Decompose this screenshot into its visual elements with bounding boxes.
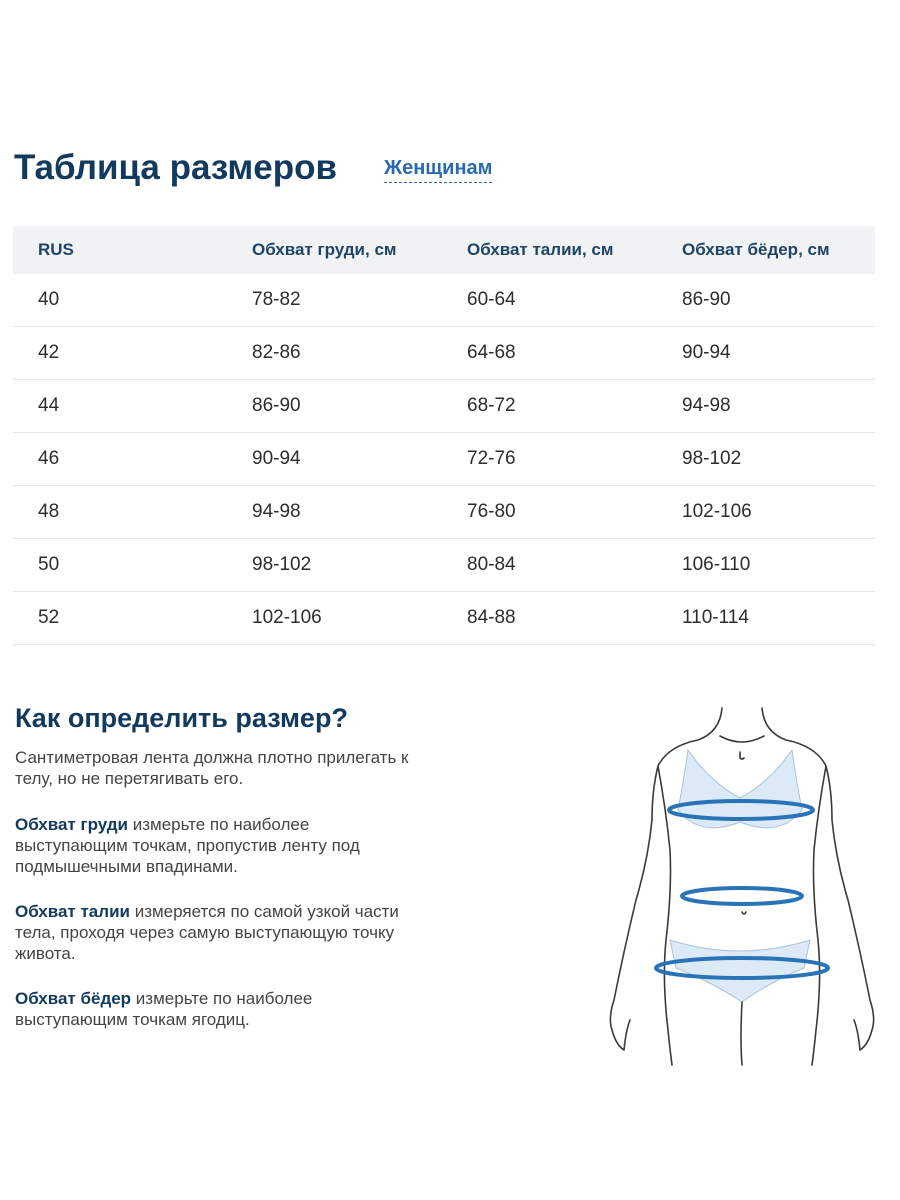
table-row	[13, 592, 875, 645]
body-outline-left	[610, 708, 722, 1065]
hips-term: Обхват бёдер	[15, 989, 132, 1008]
cell-hips: 86-90	[682, 289, 731, 310]
cell-waist: 68-72	[467, 395, 516, 416]
cell-hips: 94-98	[682, 395, 731, 416]
column-header-rus: RUS	[38, 240, 74, 259]
waist-text: измеряется по самой узкой части тела, проходя через самую выступающую точку живота.	[15, 902, 399, 963]
cell-waist: 76-80	[467, 501, 516, 522]
cell-waist: 72-76	[467, 448, 516, 469]
cell-size: 52	[38, 607, 60, 628]
cell-size: 50	[38, 554, 60, 575]
neck-detail	[720, 736, 764, 759]
cell-chest: 82-86	[252, 342, 301, 363]
howto-chest	[15, 814, 415, 877]
waist-tape	[682, 888, 802, 904]
cell-chest: 98-102	[252, 554, 312, 575]
cell-chest: 86-90	[252, 395, 301, 416]
size-table	[13, 226, 875, 645]
cell-waist: 84-88	[467, 607, 516, 628]
cell-hips: 90-94	[682, 342, 731, 363]
body-outline-right	[762, 708, 874, 1065]
hips-text: измерьте по наиболее выступающим точкам ягодиц.	[15, 989, 313, 1029]
cell-hips: 102-106	[682, 501, 752, 522]
cell-waist: 80-84	[467, 554, 516, 575]
cell-hips: 106-110	[682, 554, 751, 575]
cell-chest: 94-98	[252, 501, 301, 522]
waist-term: Обхват талии	[15, 902, 130, 921]
chest-term: Обхват груди	[15, 815, 128, 834]
column-header-waist: Обхват талии, см	[467, 240, 614, 259]
cell-chest: 90-94	[252, 448, 301, 469]
howto-waist	[15, 901, 415, 964]
briefs-shape	[670, 940, 810, 1002]
column-header-hips: Обхват бёдер, см	[682, 240, 830, 259]
table-row	[13, 486, 875, 539]
inner-leg-line	[741, 1002, 742, 1065]
table-row	[13, 380, 875, 433]
table-row	[13, 433, 875, 486]
cell-hips: 110-114	[682, 607, 749, 628]
cell-hips: 98-102	[682, 448, 742, 469]
cell-waist: 60-64	[467, 289, 516, 310]
howto-hips	[15, 988, 415, 1030]
cell-size: 44	[38, 395, 60, 416]
table-row	[13, 274, 875, 327]
cell-size: 46	[38, 448, 60, 469]
cell-size: 40	[38, 289, 60, 310]
howto-title: Как определить размер?	[15, 703, 348, 733]
chest-text: измерьте по наиболее выступающим точкам, пропустив ленту под подмышечными впадинами.	[15, 815, 360, 876]
cell-size: 48	[38, 501, 60, 522]
tab-women[interactable]: Женщинам	[384, 156, 492, 183]
body-measurement-illustration	[600, 700, 885, 1070]
cell-chest: 78-82	[252, 289, 301, 310]
cell-chest: 102-106	[252, 607, 322, 628]
cell-size: 42	[38, 342, 60, 363]
column-header-chest: Обхват груди, см	[252, 240, 397, 259]
table-row	[13, 539, 875, 592]
page-title: Таблица размеров	[14, 148, 338, 187]
table-row	[13, 327, 875, 380]
waist-detail	[742, 912, 746, 914]
cell-waist: 64-68	[467, 342, 516, 363]
table-header	[13, 226, 875, 274]
howto-intro: Сантиметровая лента должна плотно прилегать к телу, но не перетягивать его.	[15, 748, 409, 788]
